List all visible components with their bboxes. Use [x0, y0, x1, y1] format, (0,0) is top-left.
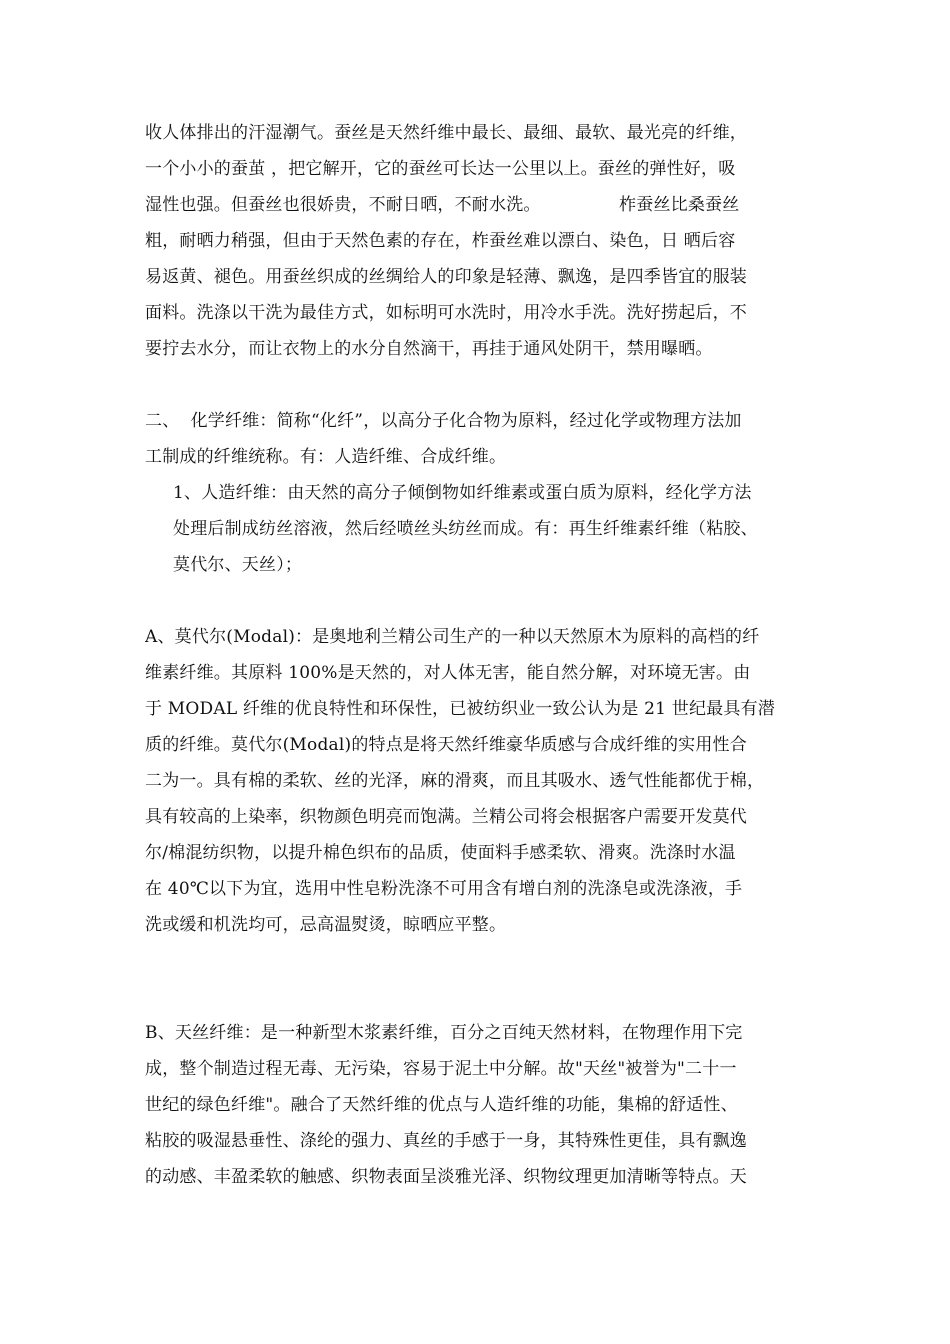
subsection-artificial-fiber: [173, 475, 810, 583]
text-line: 尔/棉混纺织物，以提升棉色织布的品质，使面料手感柔软、滑爽。洗涤时水温: [145, 843, 736, 863]
paragraph-silk-care: [145, 115, 810, 367]
text-line: 在 40℃以下为宜，选用中性皂粉洗涤不可用含有增白剂的洗涤皂或洗涤液，手: [145, 879, 743, 899]
section-chemical-fiber: [145, 403, 810, 475]
paragraph-spacer: [145, 943, 810, 1015]
text-line: 莫代尔、天丝）；: [173, 555, 303, 575]
text-line: 粗，耐晒力稍强，但由于天然色素的存在，柞蚕丝难以漂白、染色，日 晒后容: [145, 231, 736, 251]
text-line: 要拧去水分，而让衣物上的水分自然滴干，再挂于通风处阴干，禁用曝晒。: [145, 339, 713, 359]
text-line: 面料。洗涤以干洗为最佳方式，如标明可水洗时，用冷水手洗。洗好捞起后，不: [145, 303, 747, 323]
text-line: 收人体排出的汗湿潮气。蚕丝是天然纤维中最长、最细、最软、最光亮的纤维，: [145, 123, 747, 143]
paragraph-spacer: [145, 367, 810, 403]
text-line: 洗或缓和机洗均可，忌高温熨烫，晾晒应平整。: [145, 915, 507, 935]
section-heading-line: 二、 化学纤维：简称“化纤”，以高分子化合物为原料，经过化学或物理方法加: [145, 411, 742, 431]
text-line: 1、人造纤维：由天然的高分子倾倒物如纤维素或蛋白质为原料，经化学方法: [173, 483, 752, 503]
text-line: 维素纤维。其原料 100%是天然的，对人体无害，能自然分解，对环境无害。由: [145, 663, 751, 683]
text-line: 一个小小的蚕茧 ，把它解开，它的蚕丝可长达一公里以上。蚕丝的弹性好，吸: [145, 159, 736, 179]
text-line: 质的纤维。莫代尔(Modal)的特点是将天然纤维豪华质感与合成纤维的实用性合: [145, 735, 747, 755]
text-line: 的动感、丰盈柔软的触感、织物表面呈淡雅光泽、织物纹理更加清晰等特点。天: [145, 1167, 747, 1187]
text-line: 二为一。具有棉的柔软、丝的光泽，麻的滑爽，而且其吸水、透气性能都优于棉，: [145, 771, 765, 791]
text-line: B、天丝纤维：是一种新型木浆素纤维，百分之百纯天然材料，在物理作用下完: [145, 1023, 743, 1043]
text-line: 于 MODAL 纤维的优良特性和环保性，已被纺织业一致公认为是 21 世纪最具有潜: [145, 699, 775, 719]
paragraph-tencel: [145, 1015, 810, 1195]
paragraph-spacer: [145, 583, 810, 619]
text-line: 处理后制成纺丝溶液，然后经喷丝头纺丝而成。有：再生纤维素纤维（粘胶、: [173, 519, 758, 539]
document-body: [145, 115, 810, 1195]
text-line: 工制成的纤维统称。有：人造纤维、合成纤维。: [145, 447, 507, 467]
text-line: 粘胶的吸湿悬垂性、涤纶的强力、真丝的手感于一身，其特殊性更佳，具有飘逸: [145, 1131, 747, 1151]
text-line: A、莫代尔(Modal)：是奥地利兰精公司生产的一种以天然原木为原料的高档的纤: [145, 627, 760, 647]
text-line: 湿性也强。但蚕丝也很娇贵，不耐日晒，不耐水洗。 柞蚕丝比桑蚕丝: [145, 195, 740, 215]
paragraph-modal: [145, 619, 810, 943]
text-line: 具有较高的上染率，织物颜色明亮而饱满。兰精公司将会根据客户需要开发莫代: [145, 807, 747, 827]
text-line: 世纪的绿色纤维"。融合了天然纤维的优点与人造纤维的功能，集棉的舒适性、: [145, 1095, 738, 1115]
text-line: 成，整个制造过程无毒、无污染，容易于泥土中分解。故"天丝"被誉为"二十一: [145, 1059, 737, 1079]
text-line: 易返黄、褪色。用蚕丝织成的丝绸给人的印象是轻薄、飘逸，是四季皆宜的服装: [145, 267, 747, 287]
